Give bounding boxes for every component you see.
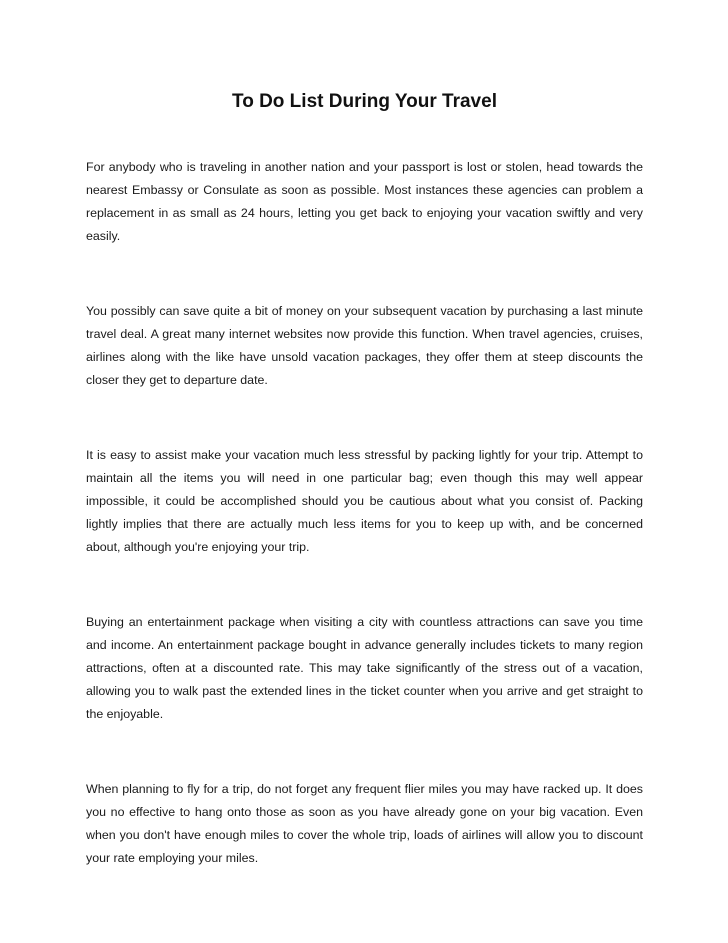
paragraph-packing: It is easy to assist make your vacation much less stressful by packing lightly for your trip. Attempt to maintain all the items you will need in one particular bag; even though this may well appear impossible, it could be accomplished should you be cautious about what you consist of. Packing lightly implies that there are actually much less items for you to keep up with, and be concerned about, although you're enjoying your trip. (86, 448, 643, 554)
paragraph-travel-deal: You possibly can save quite a bit of money on your subsequent vacation by purchasing a last minute travel deal. A great many internet websites now provide this function. When travel agencies, cruises, airlines along with the like have unsold vacation packages, they offer them at steep discounts the closer they get to departure date. (86, 304, 643, 387)
document-title: To Do List During Your Travel (232, 91, 497, 112)
paragraph-passport: For anybody who is traveling in another nation and your passport is lost or stolen, head towards the nearest Embassy or Consulate as soon as possible. Most instances these agencies can problem a replacement in as small as 24 hours, letting you get back to enjoying your vacation swiftly and very easily. (86, 160, 643, 243)
paragraph-entertainment-package: Buying an entertainment package when visiting a city with countless attractions can save you time and income. An entertainment package bought in advance generally includes tickets to many region attractions, often at a discounted rate. This may take significantly of the stress out of a vacation, allowing you to walk past the extended lines in the ticket counter when you arrive and get straight to the enjoyable. (86, 615, 643, 721)
paragraph-frequent-flier: When planning to fly for a trip, do not forget any frequent flier miles you may have racked up. It does you no effective to hang onto those as soon as you have already gone on your big vacation. Even when you don't have enough miles to cover the whole trip, loads of airlines will allow you to discount your rate employing your miles. (86, 782, 643, 865)
